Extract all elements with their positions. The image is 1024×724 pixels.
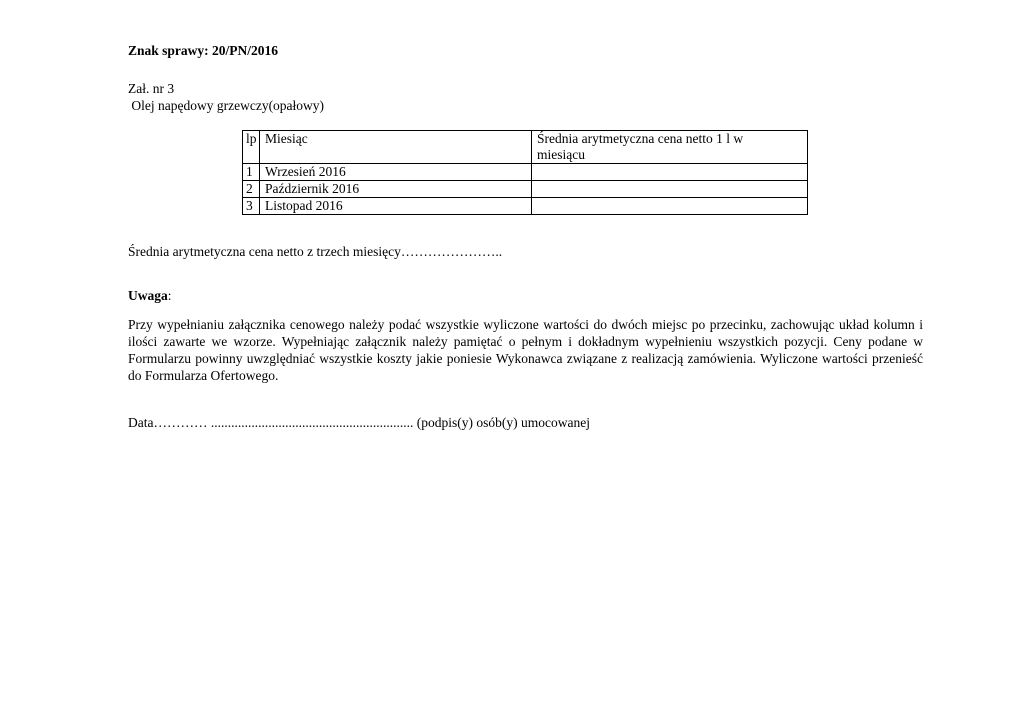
product-name: Olej napędowy grzewczy(opałowy) — [128, 98, 325, 113]
signature-line: Data………… ............................................................ (podpis(y) osób(y) umocowanej — [128, 415, 590, 430]
average-price-line: Średnia arytmetyczna cena netto z trzech miesięcy………………….. — [128, 244, 503, 259]
row-month: Październik 2016 — [260, 181, 532, 198]
attachment-number: Zał. nr 3 — [128, 81, 175, 96]
note-title: Uwaga — [128, 288, 168, 303]
row-month: Wrzesień 2016 — [260, 164, 532, 181]
row-price — [532, 198, 808, 215]
header-avg-price: Średnia arytmetyczna cena netto 1 l w miesiącu — [532, 131, 808, 164]
header-lp: lp — [243, 131, 260, 164]
row-lp: 3 — [243, 198, 260, 215]
price-table — [242, 130, 808, 215]
table-row — [243, 181, 808, 198]
row-lp: 2 — [243, 181, 260, 198]
header-month: Miesiąc — [260, 131, 532, 164]
row-price — [532, 181, 808, 198]
note-heading — [128, 287, 172, 304]
table-row — [243, 198, 808, 215]
row-lp: 1 — [243, 164, 260, 181]
case-number: Znak sprawy: 20/PN/2016 — [128, 43, 279, 58]
note-colon: : — [167, 288, 172, 303]
row-month: Listopad 2016 — [260, 198, 532, 215]
row-price — [532, 164, 808, 181]
note-body: Przy wypełnianiu załącznika cenowego należy podać wszystkie wyliczone wartości do dwóch miejsc po przecinku, zachowując układ kolumn i ilości zawarte we wzorze. Wypełniając załącznik należy pamiętać o pełnym i dokładnym wypełnieniu wszystkich pozycji. Ceny podane w Formularzu powinny uwzględniać wszystkie koszty jakie poniesie Wykonawca związane z realizacją zamówienia. Wyliczone wartości przenieść do Formularza Ofertowego. — [128, 317, 923, 383]
table-header-row — [243, 131, 808, 164]
table-row — [243, 164, 808, 181]
